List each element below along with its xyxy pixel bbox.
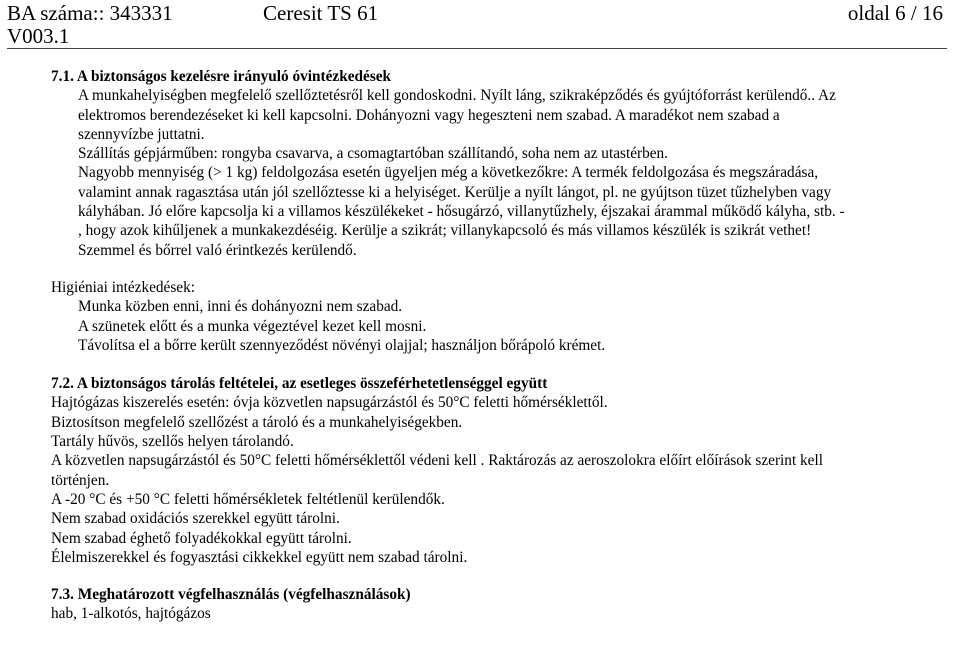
section-7-3-text: hab, 1-alkotós, hajtógázos [51, 605, 211, 623]
header-divider [7, 48, 947, 49]
section-7-1-heading: 7.1. A biztonságos kezelésre irányuló óvintézkedések [51, 68, 392, 85]
section-7-3 [51, 585, 951, 624]
section-7-2-heading: 7.2. A biztonságos tárolás feltételei, az esetleges összeférhetetlenséggel együtt [51, 375, 548, 393]
product-name: Ceresit TS 61 [263, 1, 379, 25]
section-7-2 [51, 374, 951, 567]
section-7-1 [51, 67, 951, 260]
hygiene-section [51, 278, 951, 355]
section-7-3-heading: 7.3. Meghatározott végfelhasználás (végfelhasználások) [51, 586, 411, 604]
hygiene-text: Munka közben enni, inni és dohányozni nem szabad. A szünetek előtt és a munka végeztével kezet kell mosni. Távolítsa el a bőrre került szennyeződést növényi olajjal; használjon bőrápoló krémet. [78, 298, 606, 354]
hygiene-heading: Higiéniai intézkedések: [51, 278, 195, 296]
section-7-2-text: Hajtógázas kiszerelés esetén: óvja közvetlen napsugárzástól és 50°C feletti hőmérséklettől. Biztosítson megfelelő szellőzést a tároló és a munkahelyiségekben. Tartály hűvös, szellős helyen tárolandó. A közvetlen napsugárzástól és 50°C feletti hőmérséklettől védeni kell . Raktározás az aeroszolokra előírt előírások szerint kell történjen. A -20 °C és +50 °C feletti hőmérsékletek feltétlenül kerülendők. Nem szabad oxidációs szerekkel együtt tárolni. Nem szabad éghető folyadékokkal együtt tárolni. Élelmiszerekkel és fogyasztási cikkekkel együtt nem szabad tárolni. [51, 394, 823, 566]
page-indicator: oldal 6 / 16 [847, 1, 943, 25]
document-body [51, 67, 951, 624]
section-7-1-text: A munkahelyiségben megfelelő szellőztetésről kell gondoskodni. Nyílt láng, szikraképződés és gyújtóforrást kerülendő.. Az elektromos berendezéseket ki kell kapcsolni. Dohányozni vagy hegeszteni nem szabad. A maradékot nem szabad a szennyvízbe juttatni. Szállítás gépjárműben: rongyba csavarva, a csomagtartóban szállítandó, soha nem az utastérben. Nagyobb mennyiség (> 1 kg) feldolgozása esetén ügyeljen még a következőkre: A termék feldolgozása és megszáradása, valamint annak ragasztása után jól szellőztesse ki a helyiséget. Kerülje a nyílt lángot, pl. ne gyújtson tüzet tűzhelyben vagy kályhában. Jó előre kapcsolja ki a villamos készülékeket - hősugárzó, villanytűzhely, éjszakai árammal működő kályha, stb. - , hogy azok kihűljenek a munkakezdéséig. Kerülje a szikrát; villanykapcsoló és más villamos készülék is szikrát vethet! Szemmel és bőrrel való érintkezés kerülendő. [78, 87, 845, 259]
document-number: BA száma:: 343331 [7, 1, 173, 25]
version-label: V003.1 [7, 24, 70, 48]
